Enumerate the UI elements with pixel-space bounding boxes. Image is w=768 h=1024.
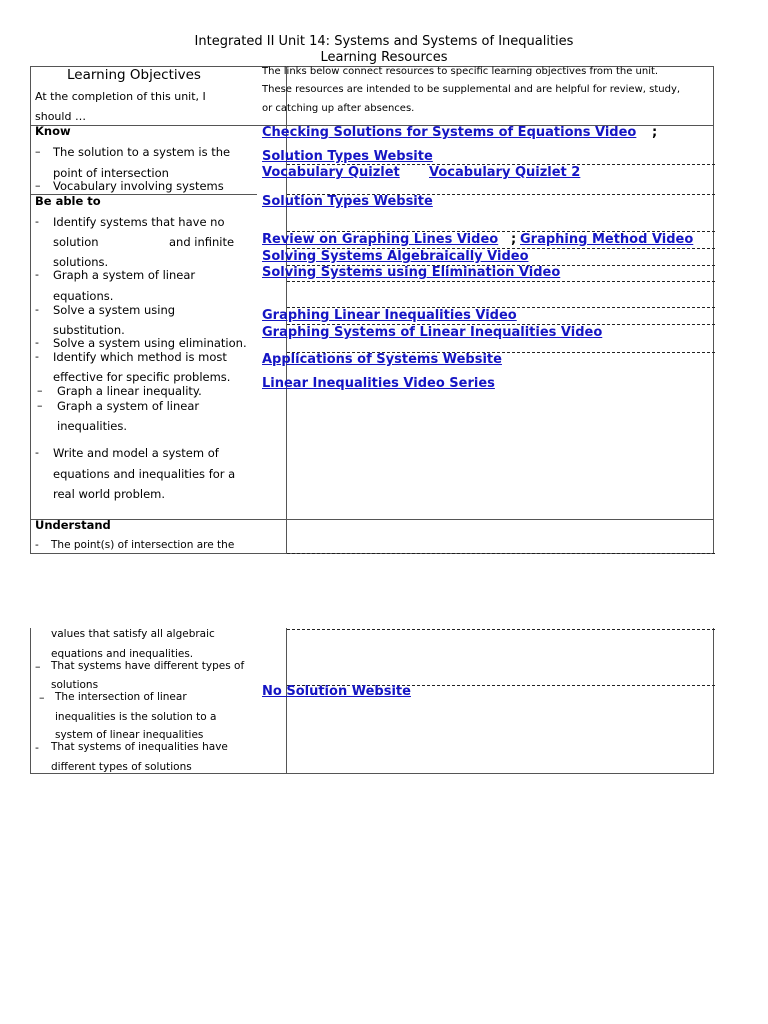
understand-item-1-cont-b: equations and inequalities. [51,648,194,660]
solution-types-link-1[interactable]: Solution Types Website [262,149,433,164]
able-item-1-cont-c: solutions. [53,255,109,269]
checking-solutions-link[interactable]: Checking Solutions for Systems of Equations Video [262,125,637,140]
able-item-5: Identify which method is most [53,350,227,364]
able-item-8-cont-b: real world problem. [53,487,166,501]
bullet-dash: - [35,539,39,551]
vocabulary-quizlet-link[interactable]: Vocabulary Quizlet [262,165,400,180]
able-item-6: Graph a linear inequality. [57,384,202,398]
able-item-8-cont-a: equations and inequalities for a [53,467,236,481]
graphing-method-link[interactable]: Graphing Method Video [520,232,694,247]
objectives-intro-line1: At the completion of this unit, I [35,90,206,103]
able-item-1-cont-a: solution [53,235,99,249]
understand-item-3: The intersection of linear [55,691,187,703]
learning-objectives-heading: Learning Objectives [67,67,201,83]
able-item-8: Write and model a system of [53,446,219,460]
be-able-to-heading: Be able to [35,194,101,208]
solving-algebraically-link[interactable]: Solving Systems Algebraically Video [262,249,529,264]
link-separator: ; [652,125,658,140]
bullet-dash: - [35,446,39,459]
bullet-dash: - [35,268,39,281]
no-solution-link[interactable]: No Solution Website [262,684,411,699]
understand-item-3-cont-a: inequalities is the solution to a [55,711,217,723]
able-item-1-cont-b: and infinite [169,235,235,249]
understand-heading: Understand [35,518,111,532]
understand-item-4-cont: different types of solutions [51,761,192,773]
able-item-3-cont: substitution. [53,323,125,337]
understand-item-4: That systems of inequalities have [51,741,228,753]
know-item-1: The solution to a system is the [53,145,231,159]
graphing-linear-inequalities-link[interactable]: Graphing Linear Inequalities Video [262,308,517,323]
bullet-dash: – [35,179,41,192]
understand-item-1-cont-a: values that satisfy all algebraic [51,628,215,640]
solving-elimination-link[interactable]: Solving Systems using Elimination Video [262,265,561,280]
review-graphing-lines-link[interactable]: Review on Graphing Lines Video [262,232,499,247]
understand-item-2: That systems have different types of [51,660,245,672]
bullet-dash: - [35,350,39,363]
resources-intro-line2: These resources are intended to be supplemental and are helpful for review, study, [262,84,681,95]
bullet-dash: – [37,399,43,412]
bullet-dash: – [35,660,41,673]
able-item-4: Solve a system using elimination. [53,336,247,350]
vocabulary-quizlet-2-link[interactable]: Vocabulary Quizlet 2 [429,165,581,180]
column-divider [286,628,287,773]
dashed-divider [287,553,715,554]
dashed-divider [287,281,715,282]
understand-row-divider [31,519,713,520]
bullet-dash: - [35,215,39,228]
know-item-1-cont: point of intersection [53,166,169,180]
know-heading: Know [35,124,71,138]
solution-types-link-2[interactable]: Solution Types Website [262,194,433,209]
document-subtitle: Learning Resources [320,50,448,65]
applications-of-systems-link[interactable]: Applications of Systems Website [262,352,502,367]
link-separator: ; [511,232,517,247]
resources-table-continued [30,628,714,774]
understand-item-2-cont: solutions [51,679,99,691]
able-item-7-cont: inequalities. [57,419,128,433]
able-item-7: Graph a system of linear [57,399,200,413]
bullet-dash: – [35,145,41,158]
resources-intro-line3: or catching up after absences. [262,103,415,114]
understand-item-1: The point(s) of intersection are the [51,539,235,551]
able-item-1: Identify systems that have no [53,215,225,229]
able-item-2-cont: equations. [53,289,114,303]
know-item-2: Vocabulary involving systems [53,179,224,193]
resources-intro-line1: The links below connect resources to specific learning objectives from the unit. [262,66,659,77]
dashed-divider [287,629,715,630]
bullet-dash: - [35,336,39,349]
document-title: Integrated II Unit 14: Systems and Systems of Inequalities [194,34,574,49]
graphing-systems-inequalities-link[interactable]: Graphing Systems of Linear Inequalities Video [262,325,603,340]
linear-inequalities-series-link[interactable]: Linear Inequalities Video Series [262,376,495,391]
able-item-5-cont: effective for specific problems. [53,370,231,384]
resources-table [30,66,714,554]
understand-item-3-cont-b: system of linear inequalities [55,729,204,741]
objectives-intro-line2: should … [35,110,86,123]
bullet-dash: - [35,303,39,316]
bullet-dash: - [35,741,39,754]
able-item-3: Solve a system using [53,303,176,317]
able-item-2: Graph a system of linear [53,268,196,282]
bullet-dash: – [37,384,43,397]
bullet-dash: – [39,691,45,704]
